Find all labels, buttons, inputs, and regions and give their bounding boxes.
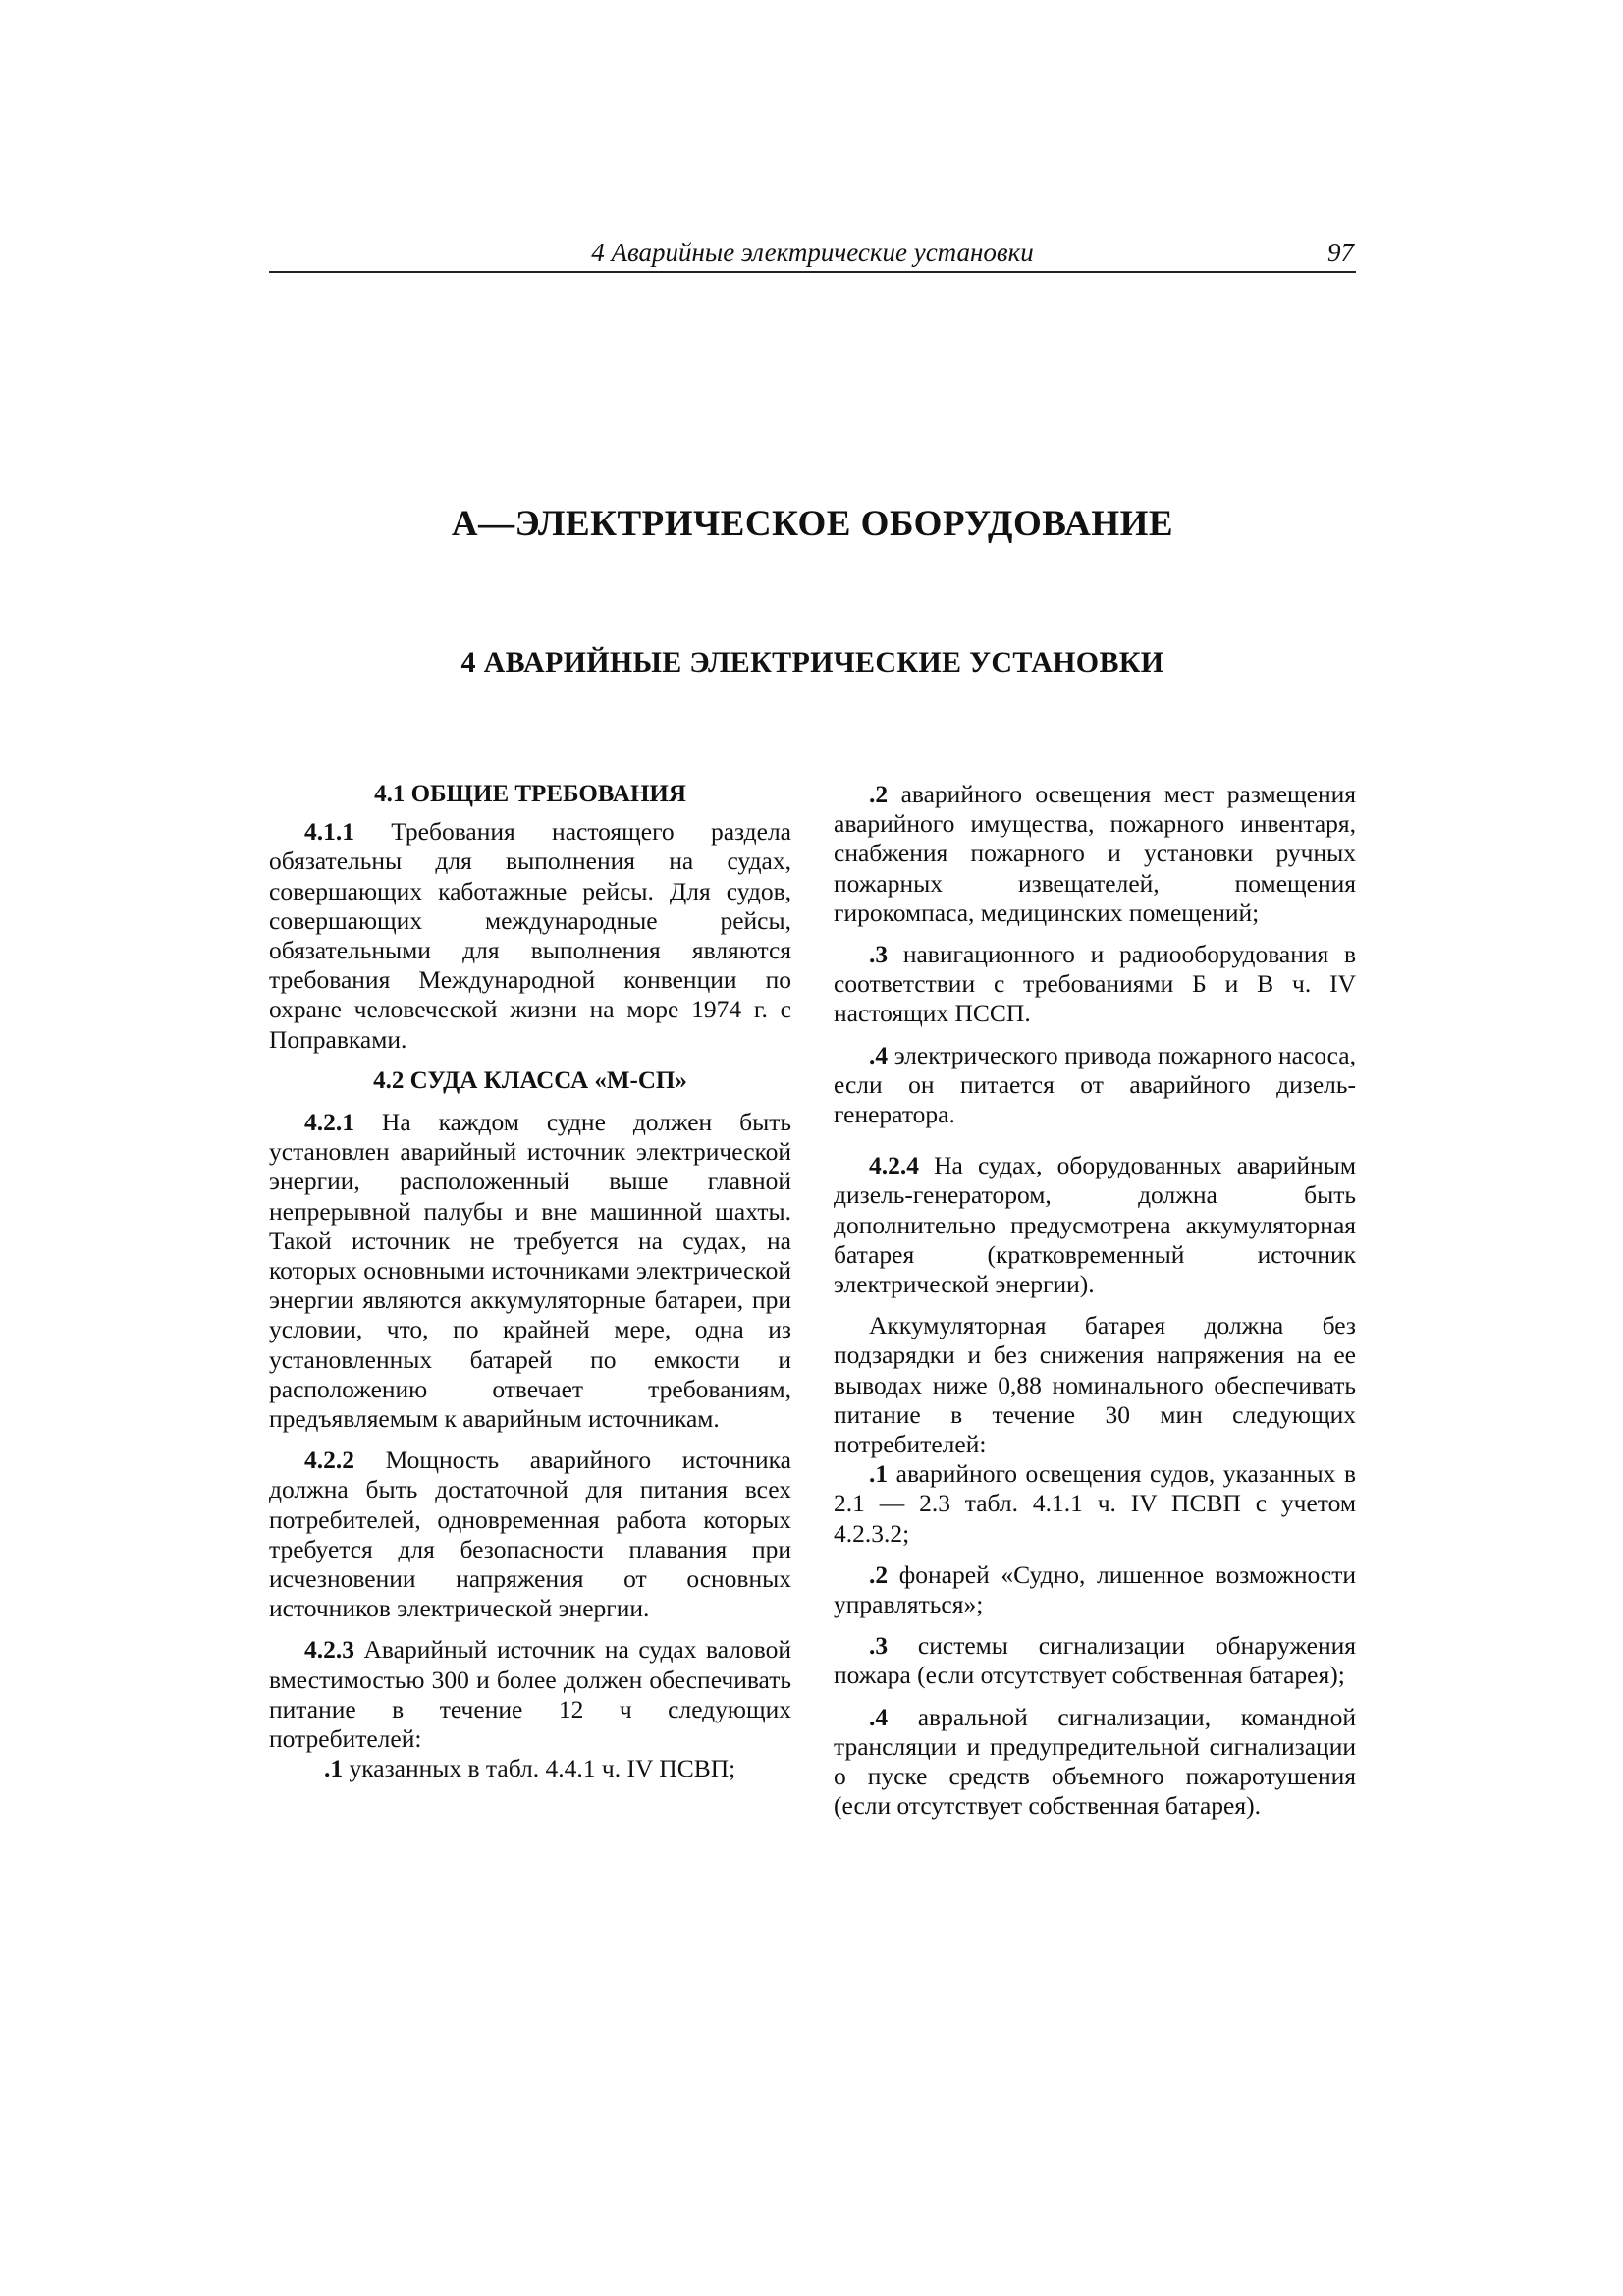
item-number: .3	[869, 940, 889, 969]
item-text: аварийного освещения мест размещения аварийного имущества, пожарного инвентаря, снабжения пожарного и установки ручных пожарных извещателей, помещения гирокомпаса, медицинских помещений;	[834, 780, 1356, 927]
battery-item-4	[834, 1703, 1356, 1822]
paragraph-4-2-2	[269, 1446, 791, 1623]
list-item-1	[269, 1754, 791, 1783]
paragraph-text: На судах, оборудованных аварийным дизель-генератором, должна быть дополнительно предусмотрена аккумуляторная батарея (кратковременный источник электрической энергии).	[834, 1151, 1356, 1299]
list-item-3	[834, 940, 1356, 1029]
item-text: авральной сигнализации, командной трансляции и предупредительной сигнализации о пуске средств объемного пожаротушения (если отсутствует собственная батарея).	[834, 1702, 1356, 1821]
item-text: указанных в табл. 4.4.1 ч. IV ПСВП;	[343, 1754, 736, 1783]
paragraph-4-2-3	[269, 1635, 791, 1754]
item-text: фонарей «Судно, лишенное возможности управляться»;	[834, 1559, 1356, 1619]
clause-number: 4.2.2	[304, 1446, 354, 1475]
item-text: электрического привода пожарного насоса, если он питается от аварийного дизель-генератора.	[834, 1040, 1356, 1129]
running-header-title: 4 Аварийные электрические установки	[591, 238, 1034, 267]
paragraph-battery: Аккумуляторная батарея должна без подзарядки и без снижения напряжения на ее выводах ниже 0,88 номинального обеспечивать питание в течение 30 мин следующих потребителей:	[834, 1311, 1356, 1459]
paragraph-text: На каждом судне должен быть установлен аварийный источник электрической энергии, расположенный выше главной непрерывной палубы и вне машинной шахты. Такой источник не требуется на судах, на которых основными источниками электрической энергии являются аккумуляторные батареи, при условии, что, по крайней мере, одна из установленных батарей по емкости и расположению отвечает требованиям, предъявляемым к аварийным источникам.	[269, 1108, 791, 1434]
section-heading-4-1: 4.1 ОБЩИЕ ТРЕБОВАНИЯ	[374, 781, 686, 807]
chapter-title: 4 АВАРИЙНЫЕ ЭЛЕКТРИЧЕСКИЕ УСТАНОВКИ	[460, 646, 1164, 679]
paragraph-text: Требования настоящего раздела обязательны для выполнения на судах, совершающих каботажные рейсы. Для судов, совершающих международные рейсы, обязательными для выполнения являются требования Международной конвенции по охране человеческой жизни на море 1974 г. с Поправками.	[269, 817, 791, 1054]
list-item-2	[834, 780, 1356, 928]
running-header	[269, 236, 1356, 273]
battery-item-2	[834, 1560, 1356, 1619]
paragraph-4-2-4	[834, 1151, 1356, 1299]
clause-number: 4.2.1	[304, 1108, 354, 1137]
item-number: .1	[324, 1754, 344, 1783]
item-number: .2	[869, 1559, 889, 1589]
battery-item-1	[834, 1459, 1356, 1549]
section-heading-4-2: 4.2 СУДА КЛАССА «М-СП»	[373, 1066, 687, 1094]
part-title: А—ЭЛЕКТРИЧЕСКОЕ ОБОРУДОВАНИЕ	[451, 504, 1174, 544]
item-number: .3	[869, 1631, 889, 1661]
paragraph-4-2-1	[269, 1108, 791, 1434]
item-number: .2	[869, 780, 889, 808]
item-number: .4	[869, 1040, 889, 1069]
paragraph-text: Аварийный источник на судах валовой вместимостью 300 и более должен обеспечивать питание в течение 12 ч следующих потребителей:	[269, 1635, 791, 1754]
paragraph-4-1-1	[269, 817, 791, 1055]
item-text: аварийного освещения судов, указанных в 2.1 — 2.3 табл. 4.1.1 ч. IV ПСВП с учетом 4.2.3.2;	[834, 1459, 1356, 1548]
paragraph-text: Мощность аварийного источника должна быть достаточной для питания всех потребителей, одновременная работа которых требуется для безопасности плавания при исчезновении напряжения от основных источников электрической энергии.	[269, 1446, 791, 1623]
clause-number: 4.2.3	[304, 1635, 354, 1665]
item-number: .4	[869, 1702, 889, 1731]
item-text: системы сигнализации обнаружения пожара (если отсутствует собственная батарея);	[834, 1631, 1356, 1690]
left-column	[269, 780, 791, 1784]
page-number: 97	[1327, 238, 1354, 267]
item-text: навигационного и радиооборудования в соответствии с требованиями Б и В ч. IV настоящих ПССП.	[834, 940, 1356, 1028]
list-item-4	[834, 1041, 1356, 1130]
battery-item-3	[834, 1631, 1356, 1690]
clause-number: 4.2.4	[869, 1151, 919, 1180]
item-number: .1	[869, 1459, 889, 1489]
clause-number: 4.1.1	[304, 817, 354, 847]
right-column	[834, 780, 1356, 1822]
